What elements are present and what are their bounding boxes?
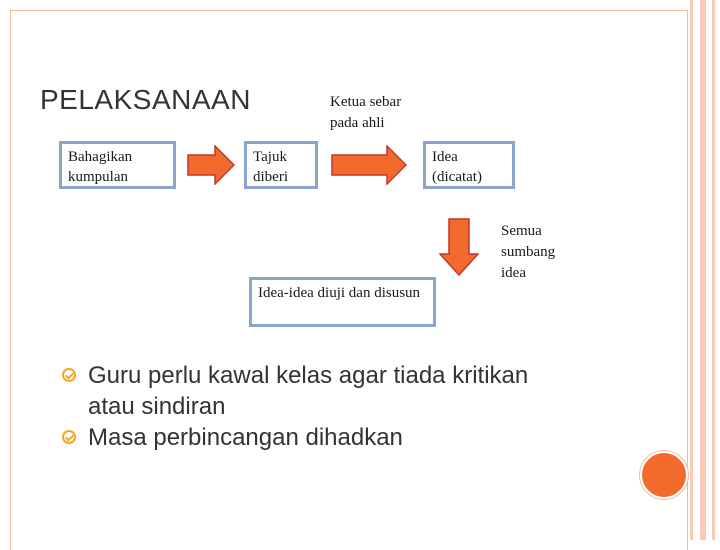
decor-rail-middle bbox=[700, 0, 706, 540]
arrow-down-icon bbox=[439, 218, 479, 276]
decor-rail-outer bbox=[712, 0, 715, 540]
bullet-text: Masa perbincangan dihadkan bbox=[88, 424, 403, 451]
checkmark-bullet-icon bbox=[62, 430, 76, 444]
slide-title: PELAKSANAAN bbox=[40, 84, 251, 115]
box-idea-dicatat: Idea (dicatat) bbox=[423, 141, 515, 189]
bullet-item bbox=[62, 422, 532, 453]
decor-rail-inner bbox=[690, 0, 693, 540]
box-idea-diuji: Idea-idea diuji dan disusun bbox=[249, 277, 436, 327]
box-bahagikan-kumpulan: Bahagikan kumpulan bbox=[59, 141, 176, 189]
checkmark-bullet-icon bbox=[62, 368, 76, 382]
arrow-right-icon bbox=[331, 145, 407, 185]
bullet-list bbox=[62, 360, 532, 453]
bullet-item bbox=[62, 360, 532, 422]
decor-circle bbox=[640, 451, 688, 499]
arrow-right-icon bbox=[187, 145, 235, 185]
box-tajuk-diberi: Tajuk diberi bbox=[244, 141, 318, 189]
note-semua-sumbang: Semua sumbang idea bbox=[501, 223, 556, 281]
note-ketua-sebar: Ketua sebar pada ahli bbox=[330, 94, 402, 131]
bullet-text: Guru perlu kawal kelas agar tiada kritikan atau sindiran bbox=[88, 362, 529, 420]
